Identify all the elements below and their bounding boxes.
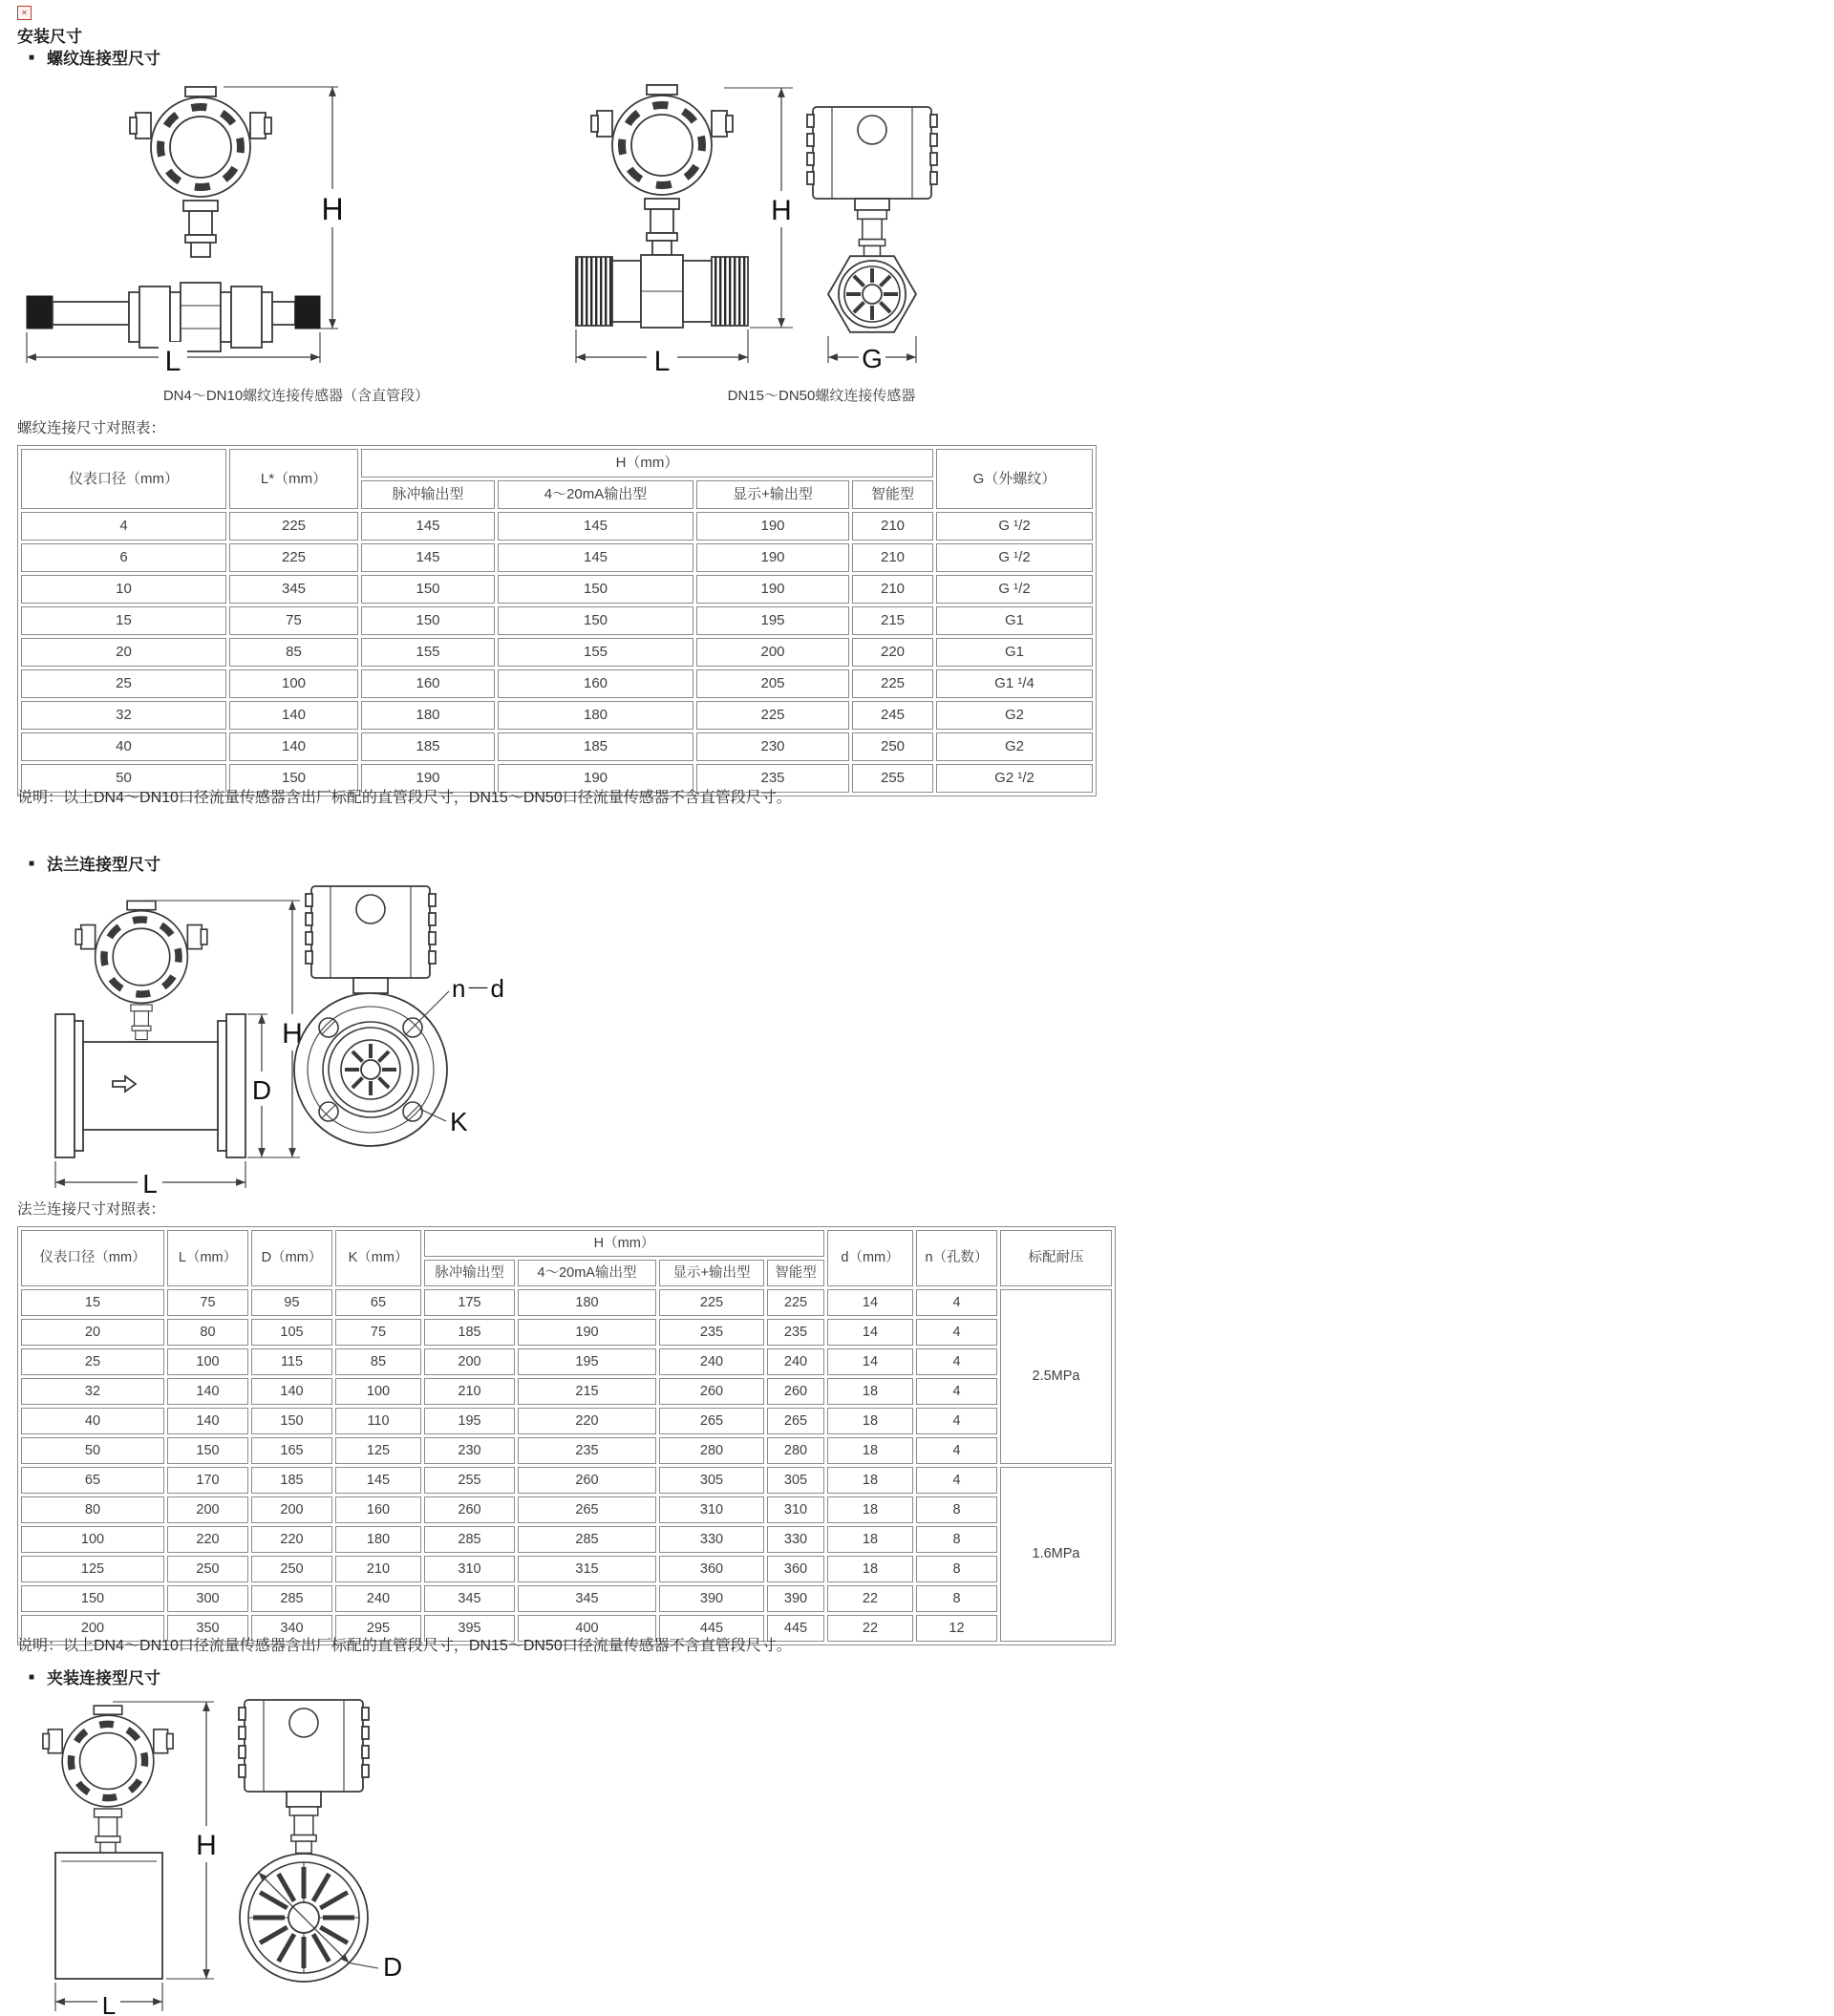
- cell: 115: [251, 1348, 332, 1375]
- cell: 255: [424, 1467, 515, 1494]
- cell: 305: [767, 1467, 824, 1494]
- table-row: [21, 732, 1093, 761]
- header-cell: G（外螺纹）: [936, 449, 1093, 509]
- cell: 295: [335, 1615, 421, 1642]
- dim-label-l-right: L: [653, 346, 671, 377]
- cell: 75: [167, 1289, 248, 1316]
- cell: 255: [852, 764, 933, 793]
- cell: 160: [335, 1496, 421, 1523]
- cell: 25: [21, 669, 226, 698]
- cell: 18: [827, 1496, 913, 1523]
- section-clamp-title: 夹装连接型尺寸: [47, 1669, 161, 1687]
- cell: 18: [827, 1437, 913, 1464]
- table-row: [21, 1289, 1112, 1316]
- cell: 32: [21, 701, 226, 730]
- table-row: [21, 1437, 1112, 1464]
- cell: 190: [696, 543, 849, 572]
- cell: 150: [361, 575, 495, 604]
- cell: 18: [827, 1526, 913, 1553]
- cell: 230: [424, 1437, 515, 1464]
- cell: 340: [251, 1615, 332, 1642]
- cell: 345: [518, 1585, 656, 1612]
- cell: 305: [659, 1467, 764, 1494]
- cell: 85: [335, 1348, 421, 1375]
- flanged-size-table: [17, 1226, 1116, 1645]
- cell: 315: [518, 1556, 656, 1582]
- cell: G2: [936, 732, 1093, 761]
- caption-dn4-dn10: DN4～DN10螺纹连接传感器（含直管段）: [162, 388, 430, 404]
- cell: 190: [498, 764, 693, 793]
- cell: 4: [916, 1378, 997, 1405]
- dim-label-l-left: L: [164, 346, 181, 377]
- dim-label-d-flange: D: [251, 1075, 272, 1105]
- cell: 180: [518, 1289, 656, 1316]
- header-row: [21, 1230, 1112, 1257]
- cell: 40: [21, 732, 226, 761]
- cell: 140: [229, 732, 358, 761]
- table-row: [21, 1467, 1112, 1494]
- table-row: [21, 669, 1093, 698]
- cell: 400: [518, 1615, 656, 1642]
- cell: 155: [361, 638, 495, 667]
- cell: 150: [361, 606, 495, 635]
- cell: 210: [852, 575, 933, 604]
- cell: 20: [21, 638, 226, 667]
- cell: 15: [21, 1289, 164, 1316]
- table-row: [21, 1319, 1112, 1346]
- cell: 200: [696, 638, 849, 667]
- cell: 235: [518, 1437, 656, 1464]
- cell: G2: [936, 701, 1093, 730]
- cell: 18: [827, 1467, 913, 1494]
- cell: 145: [498, 543, 693, 572]
- cell: G1: [936, 638, 1093, 667]
- cell: 14: [827, 1348, 913, 1375]
- dim-label-h-left: H: [321, 192, 344, 226]
- cell: 32: [21, 1378, 164, 1405]
- cell: 14: [827, 1289, 913, 1316]
- cell: 18: [827, 1408, 913, 1434]
- header-cell: 显示+输出型: [696, 480, 849, 509]
- cell: 140: [167, 1378, 248, 1405]
- flanged-table-title: 法兰连接尺寸对照表：: [17, 1201, 166, 1218]
- cell: 200: [251, 1496, 332, 1523]
- header-cell: n（孔数）: [916, 1230, 997, 1286]
- cell: 145: [361, 543, 495, 572]
- threaded-note: 说明：以上DN4～DN10口径流量传感器含出厂标配的直管段尺寸，DN15～DN50口径流量传感器不含直管段尺寸。: [17, 790, 792, 806]
- cell: 4: [916, 1408, 997, 1434]
- cell: 245: [852, 701, 933, 730]
- cell: 145: [335, 1467, 421, 1494]
- cell: 310: [767, 1496, 824, 1523]
- cell: 280: [659, 1437, 764, 1464]
- cell: 125: [21, 1556, 164, 1582]
- cell: 210: [424, 1378, 515, 1405]
- table-row: [21, 1348, 1112, 1375]
- cell: 180: [498, 701, 693, 730]
- cell: 100: [167, 1348, 248, 1375]
- header-cell: D（mm）: [251, 1230, 332, 1286]
- cell: 4: [916, 1437, 997, 1464]
- cell: 285: [518, 1526, 656, 1553]
- cell: 8: [916, 1496, 997, 1523]
- cell: 220: [852, 638, 933, 667]
- cell: 235: [659, 1319, 764, 1346]
- threaded-size-table: [17, 445, 1097, 796]
- cell: 100: [335, 1378, 421, 1405]
- table-row: [21, 1526, 1112, 1553]
- header-cell: L（mm）: [167, 1230, 248, 1286]
- cell: 360: [659, 1556, 764, 1582]
- cell: G ¹/2: [936, 543, 1093, 572]
- header-cell: 智能型: [852, 480, 933, 509]
- square-bullet-icon: ■: [29, 858, 35, 869]
- cell: 175: [424, 1289, 515, 1316]
- cell: 220: [167, 1526, 248, 1553]
- cell: 22: [827, 1615, 913, 1642]
- cell: 240: [767, 1348, 824, 1375]
- cell: 6: [21, 543, 226, 572]
- cell: 180: [361, 701, 495, 730]
- page-title: 安装尺寸: [17, 28, 82, 46]
- cell: 100: [229, 669, 358, 698]
- cell: 125: [335, 1437, 421, 1464]
- cell: 145: [361, 512, 495, 541]
- table-row: [21, 512, 1093, 541]
- cell: 215: [518, 1378, 656, 1405]
- cell: 50: [21, 764, 226, 793]
- cell: 10: [21, 575, 226, 604]
- cell: 8: [916, 1585, 997, 1612]
- cell: 230: [696, 732, 849, 761]
- cell: 215: [852, 606, 933, 635]
- cell: 225: [659, 1289, 764, 1316]
- cell: 200: [21, 1615, 164, 1642]
- table-row: [21, 1556, 1112, 1582]
- square-bullet-icon: ■: [29, 52, 35, 63]
- cell: 12: [916, 1615, 997, 1642]
- cell: 140: [251, 1378, 332, 1405]
- cell: 185: [424, 1319, 515, 1346]
- cell: 180: [335, 1526, 421, 1553]
- cell: G1 ¹/4: [936, 669, 1093, 698]
- flanged-meter-drawing: [17, 871, 552, 1199]
- cell: 225: [229, 543, 358, 572]
- cell: 150: [21, 1585, 164, 1612]
- cell: 195: [696, 606, 849, 635]
- cell: 445: [659, 1615, 764, 1642]
- cell: 85: [229, 638, 358, 667]
- cell: 8: [916, 1556, 997, 1582]
- cell: 65: [335, 1289, 421, 1316]
- cell: 110: [335, 1408, 421, 1434]
- flanged-note: 说明：以上DN4～DN10口径流量传感器含出厂标配的直管段尺寸，DN15～DN50口径流量传感器不含直管段尺寸。: [17, 1638, 792, 1654]
- dim-label-g: G: [862, 344, 883, 373]
- header-cell: 显示+输出型: [659, 1260, 764, 1286]
- cell: 240: [335, 1585, 421, 1612]
- cell: 100: [21, 1526, 164, 1553]
- cell: 205: [696, 669, 849, 698]
- table-row: [21, 701, 1093, 730]
- cell: 220: [518, 1408, 656, 1434]
- section-threaded-title: 螺纹连接型尺寸: [47, 50, 161, 68]
- cell: 260: [518, 1467, 656, 1494]
- table-row: [21, 638, 1093, 667]
- cell: 160: [361, 669, 495, 698]
- dim-label-n-d: n－d: [452, 974, 504, 1003]
- threaded-table-title: 螺纹连接尺寸对照表：: [17, 420, 166, 436]
- header-row: [21, 449, 1093, 477]
- threaded-meter-drawing: [17, 59, 972, 386]
- dim-label-l-flange: L: [142, 1169, 158, 1199]
- cell: 360: [767, 1556, 824, 1582]
- cell: 20: [21, 1319, 164, 1346]
- cell: 140: [167, 1408, 248, 1434]
- cell: 260: [424, 1496, 515, 1523]
- clamp-meter-drawing: [17, 1688, 495, 2016]
- header-cell: H（mm）: [424, 1230, 824, 1257]
- cell: 345: [424, 1585, 515, 1612]
- cell: 95: [251, 1289, 332, 1316]
- cell: 25: [21, 1348, 164, 1375]
- cell: 75: [229, 606, 358, 635]
- table-row: [21, 543, 1093, 572]
- cell: 50: [21, 1437, 164, 1464]
- cell: 310: [424, 1556, 515, 1582]
- cell: 170: [167, 1467, 248, 1494]
- cell: 345: [229, 575, 358, 604]
- cell: 200: [424, 1348, 515, 1375]
- cell: 18: [827, 1556, 913, 1582]
- header-cell: H（mm）: [361, 449, 933, 477]
- cell: 235: [767, 1319, 824, 1346]
- dim-label-k: K: [450, 1107, 468, 1136]
- broken-image-glyph: ✕: [21, 8, 28, 17]
- cell: 145: [498, 512, 693, 541]
- cell: 225: [767, 1289, 824, 1316]
- caption-dn15-dn50: DN15～DN50螺纹连接传感器: [727, 388, 916, 404]
- cell: 330: [767, 1526, 824, 1553]
- cell: 80: [167, 1319, 248, 1346]
- cell: 445: [767, 1615, 824, 1642]
- header-cell: L*（mm）: [229, 449, 358, 509]
- broken-image-icon: [17, 6, 32, 20]
- cell: 240: [659, 1348, 764, 1375]
- cell: 390: [659, 1585, 764, 1612]
- cell: 265: [518, 1496, 656, 1523]
- cell: 190: [361, 764, 495, 793]
- cell: 190: [696, 575, 849, 604]
- cell: 4: [21, 512, 226, 541]
- header-cell: 标配耐压: [1000, 1230, 1112, 1286]
- dim-label-l-clamp: L: [101, 1991, 117, 2016]
- cell: 265: [767, 1408, 824, 1434]
- header-cell: K（mm）: [335, 1230, 421, 1286]
- cell: 75: [335, 1319, 421, 1346]
- cell: 4: [916, 1289, 997, 1316]
- dim-label-d-clamp: D: [383, 1952, 403, 1982]
- cell: 285: [424, 1526, 515, 1553]
- cell: 80: [21, 1496, 164, 1523]
- cell: 260: [659, 1378, 764, 1405]
- cell: 330: [659, 1526, 764, 1553]
- dim-label-h-right: H: [771, 195, 792, 226]
- cell: 235: [696, 764, 849, 793]
- cell: 200: [167, 1496, 248, 1523]
- table-row: [21, 606, 1093, 635]
- section-clamp-heading: [29, 1665, 160, 1688]
- cell: 225: [696, 701, 849, 730]
- header-cell: 4～20mA输出型: [518, 1260, 656, 1286]
- header-cell: 智能型: [767, 1260, 824, 1286]
- cell: 185: [251, 1467, 332, 1494]
- cell: 190: [518, 1319, 656, 1346]
- cell: 150: [498, 606, 693, 635]
- table-row: [21, 1496, 1112, 1523]
- cell: 18: [827, 1378, 913, 1405]
- cell: 250: [852, 732, 933, 761]
- cell: 4: [916, 1467, 997, 1494]
- cell: 185: [498, 732, 693, 761]
- cell: 210: [852, 543, 933, 572]
- cell: 250: [167, 1556, 248, 1582]
- cell: 195: [518, 1348, 656, 1375]
- cell: G2 ¹/2: [936, 764, 1093, 793]
- cell: 225: [229, 512, 358, 541]
- cell: 160: [498, 669, 693, 698]
- header-cell: 脉冲输出型: [361, 480, 495, 509]
- table-row: [21, 1378, 1112, 1405]
- header-cell: 仪表口径（mm）: [21, 1230, 164, 1286]
- cell: 390: [767, 1585, 824, 1612]
- cell: 150: [229, 764, 358, 793]
- cell: 140: [229, 701, 358, 730]
- cell: 2.5MPa: [1000, 1289, 1112, 1464]
- cell: 285: [251, 1585, 332, 1612]
- cell: 150: [498, 575, 693, 604]
- cell: 65: [21, 1467, 164, 1494]
- table-row: [21, 1408, 1112, 1434]
- section-flanged-title: 法兰连接型尺寸: [47, 856, 161, 874]
- cell: 190: [696, 512, 849, 541]
- cell: 105: [251, 1319, 332, 1346]
- cell: 210: [852, 512, 933, 541]
- cell: 260: [767, 1378, 824, 1405]
- dim-label-h-clamp: H: [196, 1830, 217, 1861]
- cell: 195: [424, 1408, 515, 1434]
- cell: 22: [827, 1585, 913, 1612]
- cell: 165: [251, 1437, 332, 1464]
- header-cell: d（mm）: [827, 1230, 913, 1286]
- cell: 8: [916, 1526, 997, 1553]
- table-row: [21, 575, 1093, 604]
- cell: 4: [916, 1319, 997, 1346]
- cell: 220: [251, 1526, 332, 1553]
- cell: 150: [167, 1437, 248, 1464]
- header-cell: 仪表口径（mm）: [21, 449, 226, 509]
- cell: G ¹/2: [936, 575, 1093, 604]
- cell: 14: [827, 1319, 913, 1346]
- cell: 395: [424, 1615, 515, 1642]
- cell: 185: [361, 732, 495, 761]
- cell: 300: [167, 1585, 248, 1612]
- cell: 150: [251, 1408, 332, 1434]
- cell: 4: [916, 1348, 997, 1375]
- header-cell: 脉冲输出型: [424, 1260, 515, 1286]
- square-bullet-icon: ■: [29, 1671, 35, 1683]
- cell: 265: [659, 1408, 764, 1434]
- cell: 15: [21, 606, 226, 635]
- cell: 350: [167, 1615, 248, 1642]
- dim-label-h-flange: H: [282, 1018, 303, 1050]
- table-row: [21, 1585, 1112, 1612]
- cell: 1.6MPa: [1000, 1467, 1112, 1642]
- cell: 310: [659, 1496, 764, 1523]
- header-cell: 4～20mA输出型: [498, 480, 693, 509]
- cell: 155: [498, 638, 693, 667]
- cell: 40: [21, 1408, 164, 1434]
- cell: 225: [852, 669, 933, 698]
- cell: G ¹/2: [936, 512, 1093, 541]
- cell: 250: [251, 1556, 332, 1582]
- cell: 280: [767, 1437, 824, 1464]
- cell: 210: [335, 1556, 421, 1582]
- cell: G1: [936, 606, 1093, 635]
